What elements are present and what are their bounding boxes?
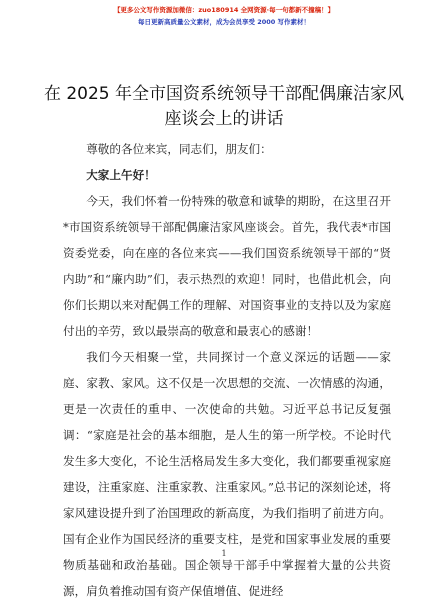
page-number: 1 (221, 549, 227, 558)
header-banner (0, 4, 448, 28)
document-body (63, 136, 391, 604)
paragraph-1: 今天，我们怀着一份特殊的敬意和诚挚的期盼，在这里召开*市国资系统领导干部配偶廉洁家风座谈会。首先，我代表*市国资委党委，向在座的各位来宾——我们国资系统领导干部的“贤内助”和“廉内助”们，表示热烈的欢迎！同时，也借此机会，向你们长期以来对配偶工作的理解、对国资事业的支持以及为家庭付出的辛劳，致以最崇高的敬意和最衷心的感谢！ (63, 194, 391, 338)
document-title: 在 2025 年全市国资系统领导干部配偶廉洁家风座谈会上的讲话 (43, 84, 405, 129)
banner-member-line: 每日更新高质量公文素材，成为会员享受 2000 写作素材！ (137, 18, 311, 26)
banner-promo-line: 【更多公文写作资源加微信：zuo180914 全网资源·每一句都新不撞稿！】 (113, 6, 335, 14)
salutation: 尊敬的各位来宾，同志们，朋友们： (86, 142, 272, 156)
paragraph-2: 我们今天相聚一堂，共同探讨一个意义深远的话题——家庭、家教、家风。这不仅是一次思想的交流、一次情感的沟通，更是一次责任的重申、一次使命的共勉。习近平总书记反复强调：“家庭是社会的基本细胞，是人生的第一所学校。不论时代发生多大变化，不论生活格局发生多大变化，我们都要重视家庭建设，注重家庭、注重家教、注重家风。”总书记的深刻论述，将家风建设提升到了治国理政的新高度，为我们指明了前进方向。国有企业作为国民经济的重要支柱，是党和国家事业发展的重要物质基础和政治基础。国企领导干部手中掌握着大量的公共资源，肩负着推动国有资产保值增值、促进经 (63, 350, 391, 598)
opening-greeting: 大家上午好！ (86, 168, 156, 182)
